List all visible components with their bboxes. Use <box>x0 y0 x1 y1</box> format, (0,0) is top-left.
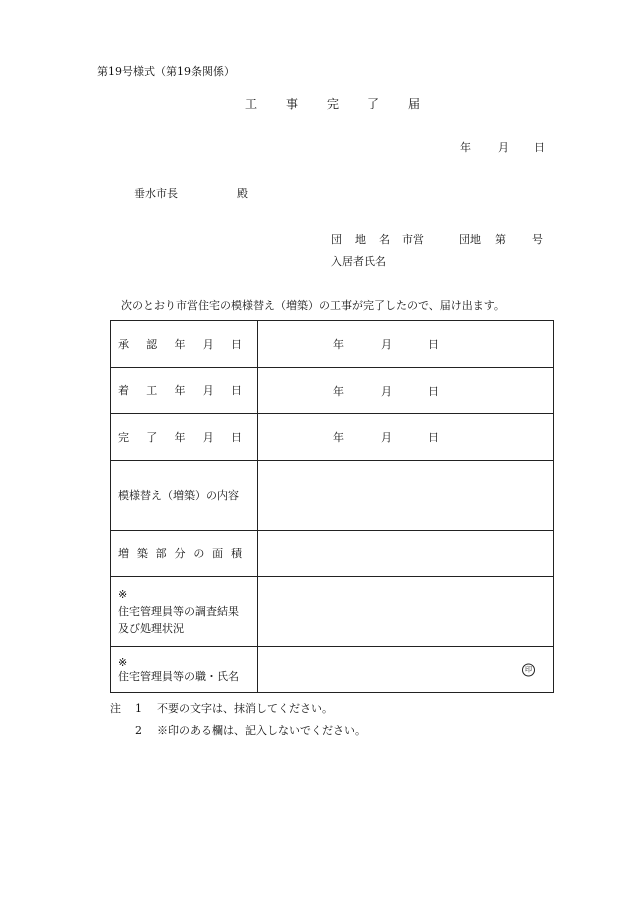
office-use-mark: ※ <box>118 655 128 669</box>
gou-text: 号 <box>532 233 543 246</box>
date-year: 年 <box>333 384 344 398</box>
start-date-row <box>111 368 554 414</box>
date-month: 月 <box>381 431 392 444</box>
dai-text: 第 <box>495 233 506 246</box>
label-char: 着 <box>118 384 129 397</box>
survey-label-line: 及び処理状況 <box>118 622 184 635</box>
manager-row <box>111 647 554 693</box>
label-char: 月 <box>202 337 214 351</box>
danchi-text: 団地 <box>459 233 481 246</box>
label-char: 完 <box>118 430 129 444</box>
addressee-honorific: 殿 <box>237 187 248 200</box>
start-date-value[interactable] <box>258 368 554 414</box>
danchi-label-char: 名 <box>379 233 390 246</box>
survey-label-line: 住宅管理員等の調査結果 <box>118 605 239 618</box>
manager-value[interactable] <box>258 647 554 693</box>
label-char: 部 <box>155 547 167 560</box>
title-char: 届 <box>408 97 421 111</box>
date-month: 月 <box>498 141 509 154</box>
date-year: 年 <box>333 431 344 444</box>
city-housing-text: 市営 <box>402 233 424 246</box>
title-char: 完 <box>327 97 340 111</box>
label-char: 日 <box>231 384 242 397</box>
label-char: 日 <box>231 337 242 351</box>
label-char: 年 <box>174 384 186 397</box>
danchi-label-char: 団 <box>331 233 342 246</box>
approval-date-value[interactable] <box>258 321 554 368</box>
seal-icon: 印 <box>522 663 535 676</box>
note-text: ※印のある欄は、記入しないでください。 <box>157 724 366 737</box>
survey-row <box>111 577 554 647</box>
label-char: 年 <box>174 430 186 444</box>
completion-date-row <box>111 414 554 461</box>
content-row <box>111 461 554 531</box>
area-value[interactable] <box>258 531 554 577</box>
note-prefix: 注 <box>110 702 121 715</box>
label-char: 工 <box>146 384 158 397</box>
date-year: 年 <box>460 141 471 154</box>
survey-value[interactable] <box>258 577 554 647</box>
label-char: 分 <box>174 547 186 560</box>
date-day: 日 <box>428 431 439 444</box>
office-use-mark: ※ <box>118 588 128 601</box>
date-day: 日 <box>428 338 439 351</box>
date-day: 日 <box>428 384 439 398</box>
form-number: 第19号様式（第19条関係） <box>97 65 235 78</box>
area-label <box>111 531 258 577</box>
danchi-label-char: 地 <box>355 233 366 246</box>
label-char: 面 <box>212 547 224 560</box>
area-row <box>111 531 554 577</box>
label-char: 認 <box>146 337 158 351</box>
label-char: の <box>193 547 205 560</box>
label-char: 了 <box>146 430 158 444</box>
content-label: 模様替え（増築）の内容 <box>111 461 258 531</box>
label-char: 月 <box>202 430 214 444</box>
title-char: 工 <box>245 97 258 111</box>
approval-date-label <box>111 321 258 368</box>
approval-date-row <box>111 321 554 368</box>
date-month: 月 <box>381 338 392 351</box>
date-month: 月 <box>381 384 392 398</box>
addressee-name: 垂水市長 <box>134 187 178 200</box>
note-number: 1 <box>135 702 142 715</box>
completion-date-value[interactable] <box>258 414 554 461</box>
label-char: 積 <box>230 547 242 560</box>
completion-table <box>110 320 554 693</box>
intro-text: 次のとおり市営住宅の模様替え（増築）の工事が完了したので、届け出ます。 <box>121 299 505 312</box>
label-char: 築 <box>136 547 148 560</box>
label-char: 増 <box>118 547 129 560</box>
label-char: 承 <box>118 337 129 351</box>
manager-label-text: 住宅管理員等の職・氏名 <box>118 669 239 683</box>
date-day: 日 <box>534 141 545 154</box>
completion-date-label <box>111 414 258 461</box>
content-value[interactable] <box>258 461 554 531</box>
start-date-label <box>111 368 258 414</box>
label-char: 月 <box>202 384 214 397</box>
title-char: 了 <box>367 97 380 111</box>
resident-name-label: 入居者氏名 <box>331 255 386 268</box>
title-char: 事 <box>286 97 299 111</box>
date-year: 年 <box>333 338 344 351</box>
manager-label <box>111 647 258 693</box>
label-char: 日 <box>231 430 242 444</box>
survey-label <box>111 577 258 647</box>
label-char: 年 <box>174 337 186 351</box>
note-number: 2 <box>135 724 142 737</box>
note-text: 不要の文字は、抹消してください。 <box>157 702 333 715</box>
